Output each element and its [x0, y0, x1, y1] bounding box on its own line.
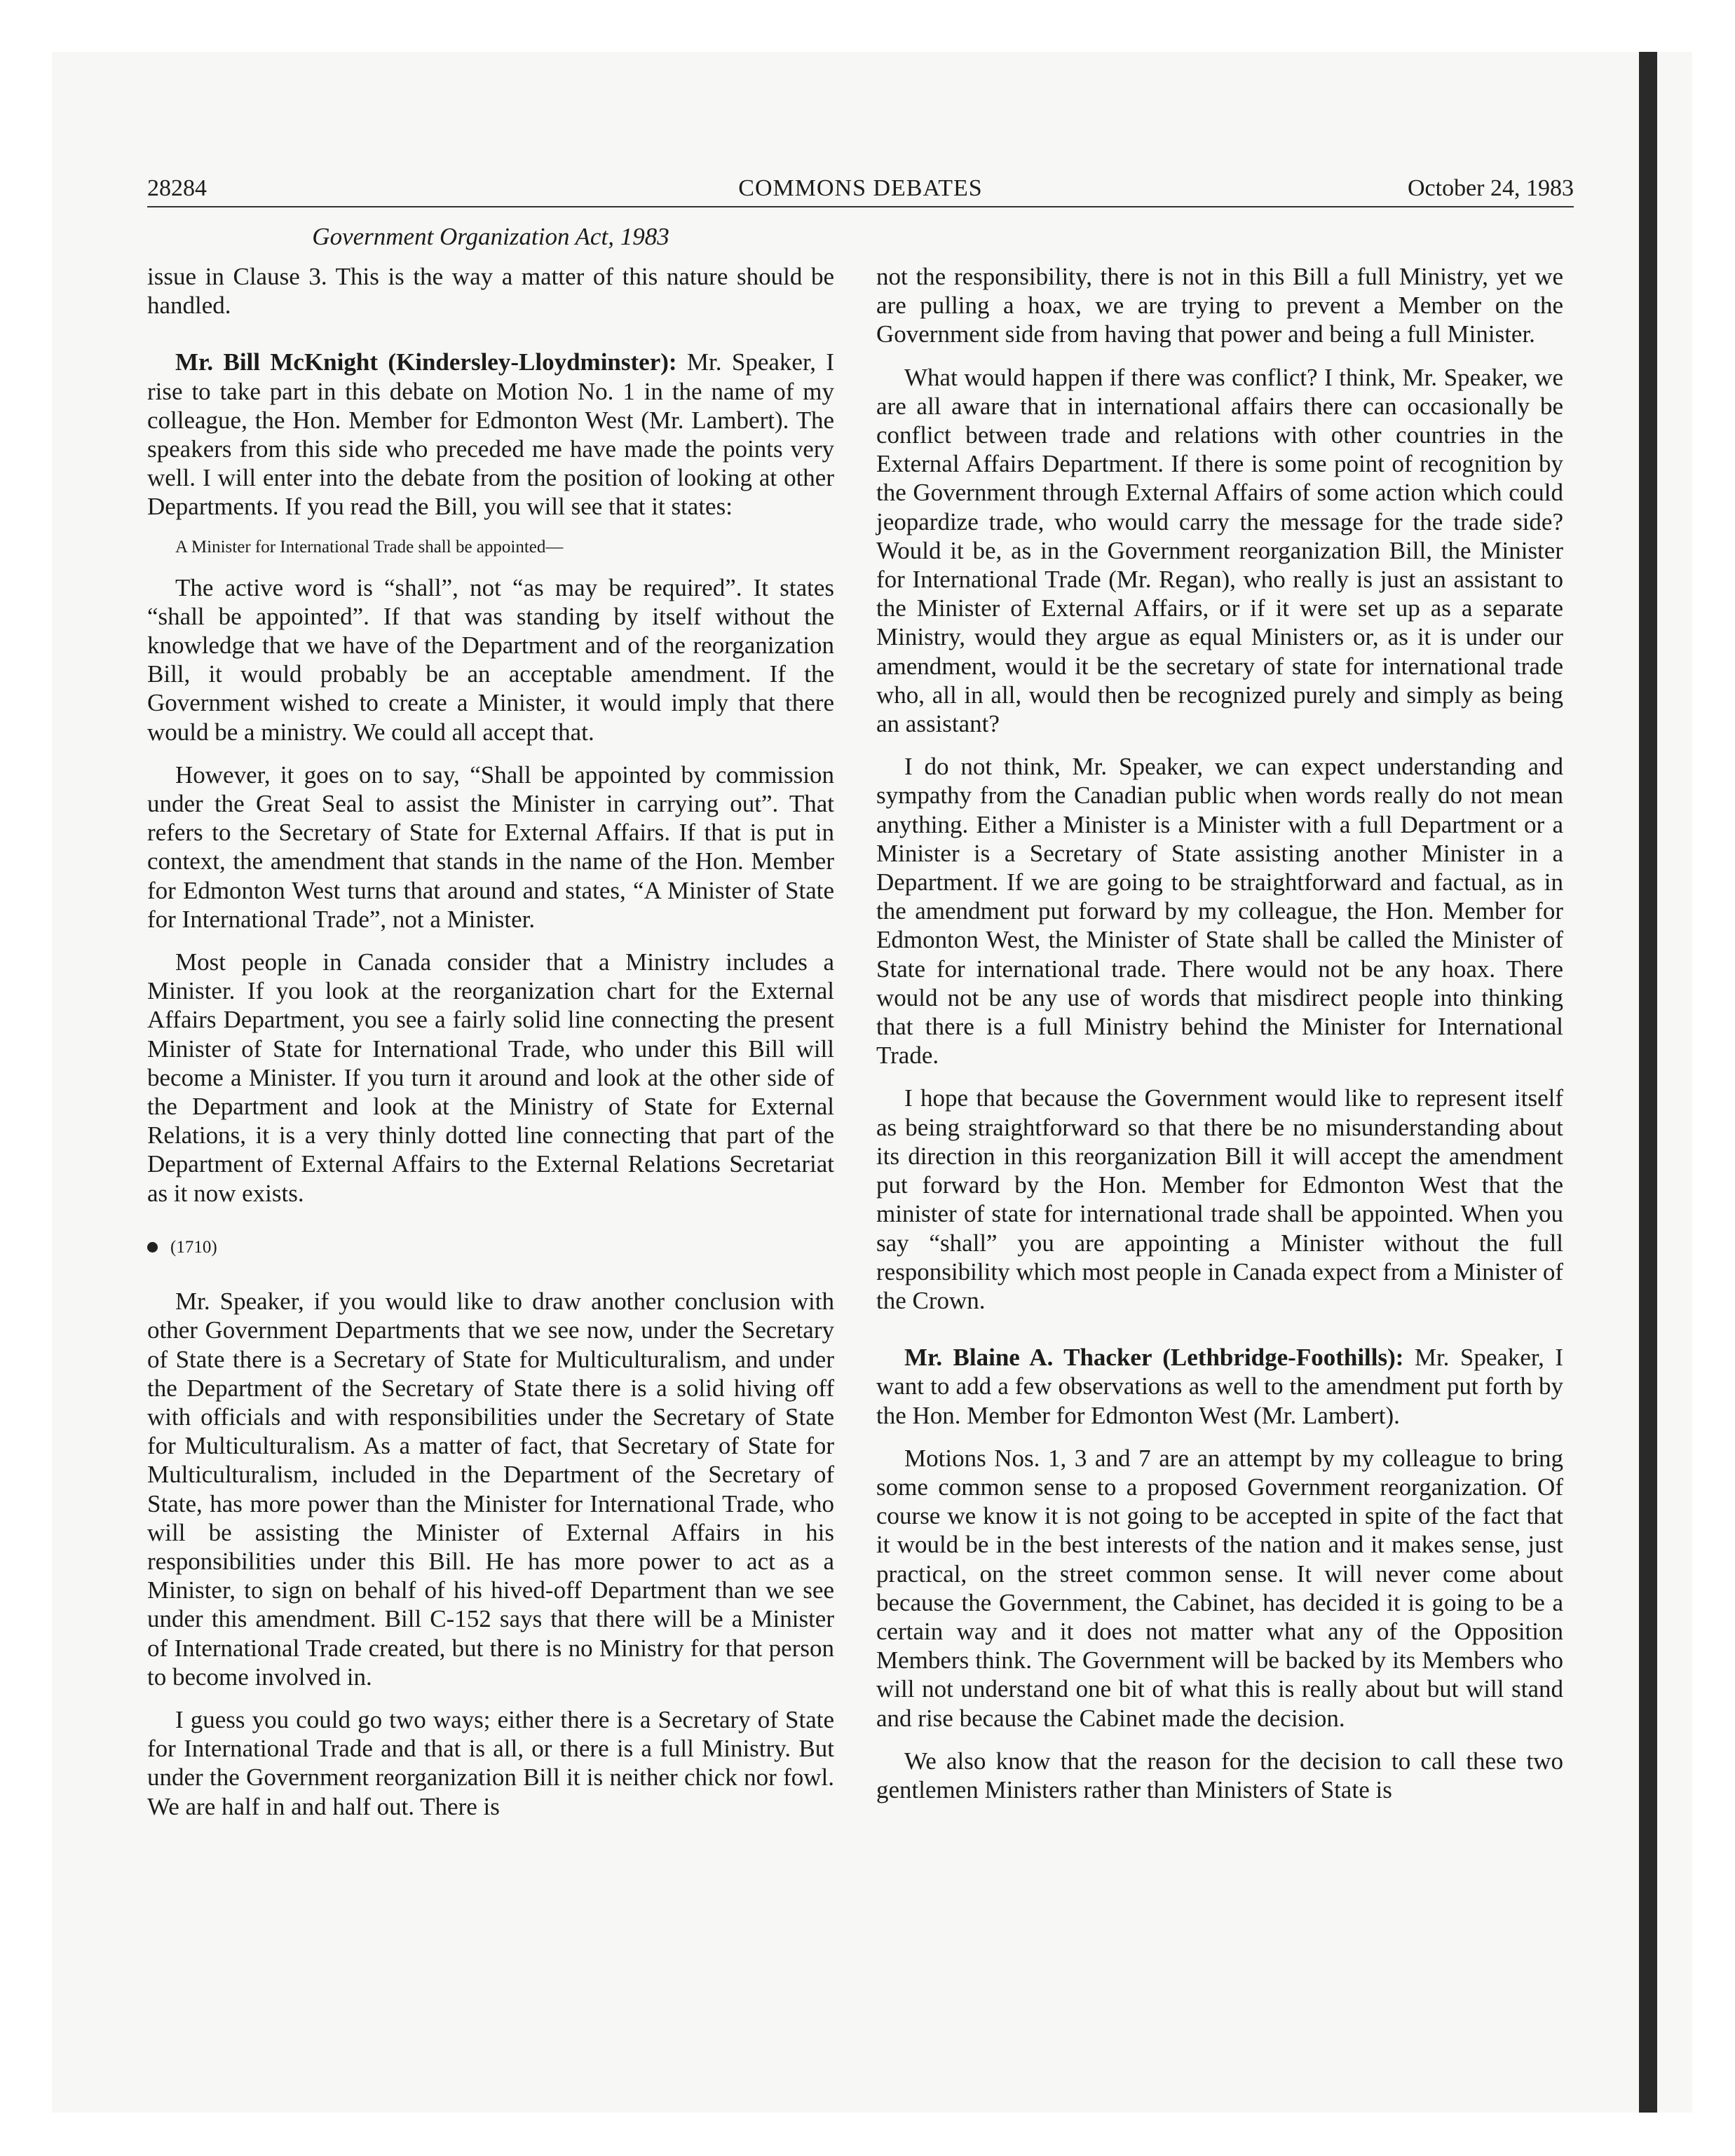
- right-column: [876, 262, 1563, 1818]
- paragraph: I do not think, Mr. Speaker, we can expect understanding and sympathy from the Canadian public when words really do not mean anything. Either a Minister is a Minister with a full Department or a Minister is a Secretary of State assisting another Minister in a Department. If we are going to be straightforward and factual, as in the amendment put forward by my colleague, the Hon. Member for Edmonton West, the Minister of State shall be called the Minister of State for international trade. There would not be any hoax. There would not be any use of words that misdirect people into thinking that there is a full Ministry behind the Minister for International Trade.: [876, 753, 1563, 1070]
- paragraph: not the responsibility, there is not in this Bill a full Ministry, yet we are pulling a hoax, we are trying to prevent a Member on the Government side from having that power and being a full Minister.: [876, 263, 1563, 348]
- section-title: Government Organization Act, 1983: [312, 223, 669, 250]
- paragraph: We also know that the reason for the decision to call these two gentlemen Ministers rather than Ministers of State is: [876, 1747, 1563, 1803]
- paragraph: I hope that because the Government would like to represent itself as being straightforward so that there be no misunderstanding about its direction in this reorganization Bill it will accept the amendment put forward by the Hon. Member for Edmonton West that the minister of state for international trade shall be appointed. When you say “shall” you are appointing a Minister without the full responsibility which most people in Canada expect from a Minister of the Crown.: [876, 1084, 1563, 1314]
- paragraph: Mr. Speaker, if you would like to draw another conclusion with other Government Departments that we see now, under the Secretary of State there is a Secretary of State for Multiculturalism, and under the Department of the Secretary of State there is a solid hiving off with officials and with responsibilities under the Secretary of State for Multiculturalism. As a matter of fact, that Secretary of State for Multiculturalism, included in the Department of the Secretary of State, has more power than the Minister for International Trade, who will be assisting the Minister of External Affairs in his responsibilities under this Bill. He has more power to act as a Minister, to sign on behalf of his hived-off Department than we see under this amendment. Bill C-152 says that there will be a Minister of International Trade created, but there is no Ministry for that person to become involved in.: [147, 1288, 834, 1691]
- page-header: [147, 175, 1574, 207]
- speech-paragraph: [147, 348, 834, 521]
- page-number: 28284: [147, 175, 207, 201]
- bill-quote: A Minister for International Trade shall be appointed—: [175, 537, 564, 557]
- bullet-icon: [147, 1242, 158, 1253]
- scan-edge: [1639, 52, 1657, 2113]
- publication-title: COMMONS DEBATES: [738, 175, 983, 201]
- paragraph: The active word is “shall”, not “as may be required”. It states “shall be appointed”. If that was standing by itself without the knowledge that we have of the Department and of the reorganization Bill, it would probably be an acceptable amendment. If the Government wished to create a Minister, it would imply that there would be a ministry. We could all accept that.: [147, 573, 834, 746]
- speaker-name: Mr. Bill McKnight (Kindersley-Lloydminster):: [175, 348, 677, 376]
- paragraph: However, it goes on to say, “Shall be appointed by commission under the Great Seal to assist the Minister in carrying out”. That refers to the Secretary of State for External Affairs. If that is put in context, the amendment that stands in the name of the Hon. Member for Edmonton West turns that around and states, “A Minister of State for International Trade”, not a Minister.: [147, 760, 834, 933]
- left-column: [147, 262, 834, 1835]
- paragraph: Most people in Canada consider that a Ministry includes a Minister. If you look at the reorganization chart for the External Affairs Department, you see a fairly solid line connecting the present Minister of State for International Trade, who under this Bill will become a Minister. If you turn it around and look at the other side of the Department and look at the Ministry of State for External Relations, it is a very thinly dotted line connecting that part of the Department of External Affairs to the External Relations Secretariat as it now exists.: [147, 948, 834, 1207]
- time-marker: [147, 1233, 834, 1262]
- speech-text: Mr. Speaker, I want to add a few observations as well to the amendment put forth by the Hon. Member for Edmonton West (Mr. Lambert).: [876, 1344, 1563, 1429]
- paragraph: issue in Clause 3. This is the way a matter of this nature should be handled.: [147, 263, 834, 320]
- paragraph: Motions Nos. 1, 3 and 7 are an attempt by my colleague to bring some common sense to a proposed Government reorganization. Of course we know it is not going to be accepted in spite of the fact that it would be in the best interests of the nation and it makes sense, just practical, on the street common sense. It will never come about because the Government, the Cabinet, has decided it is going to be a certain way and it does not matter what any of the Opposition Members think. The Government will be backed by its Members who will not understand one bit of what this is really about but will stand and rise because the Cabinet made the decision.: [876, 1444, 1563, 1732]
- paragraph: I guess you could go two ways; either there is a Secretary of State for International Trade and that is all, or there is a full Ministry. But under the Government reorganization Bill it is neither chick nor fowl. We are half in and half out. There is: [147, 1705, 834, 1820]
- page-date: October 24, 1983: [1407, 175, 1574, 201]
- time-marker-label: (1710): [170, 1237, 217, 1257]
- speech-text: Mr. Speaker, I rise to take part in this debate on Motion No. 1 in the name of my colleague, the Hon. Member for Edmonton West (Mr. Lambert). The speakers from this side who preceded me have made the points very well. I will enter into the debate from the position of looking at other Departments. If you read the Bill, you will see that it states:: [147, 348, 835, 521]
- speaker-name: Mr. Blaine A. Thacker (Lethbridge-Foothills):: [904, 1344, 1404, 1372]
- paragraph: What would happen if there was conflict? I think, Mr. Speaker, we are all aware that in international affairs there can occasionally be conflict between trade and relations with other countries in the External Affairs Department. If there is some point of recognition by the Government through External Affairs of some action which could jeopardize trade, who would carry the message for the trade side? Would it be, as in the Government reorganization Bill, the Minister for International Trade (Mr. Regan), who really is just an assistant to the Minister of External Affairs, or if it were set up as a separate Ministry, would they argue as equal Ministers or, as it is under our amendment, would it be the secretary of state for international trade who, all in all, would then be recognized purely and simply as being an assistant?: [876, 363, 1563, 738]
- speech-paragraph: [876, 1343, 1563, 1430]
